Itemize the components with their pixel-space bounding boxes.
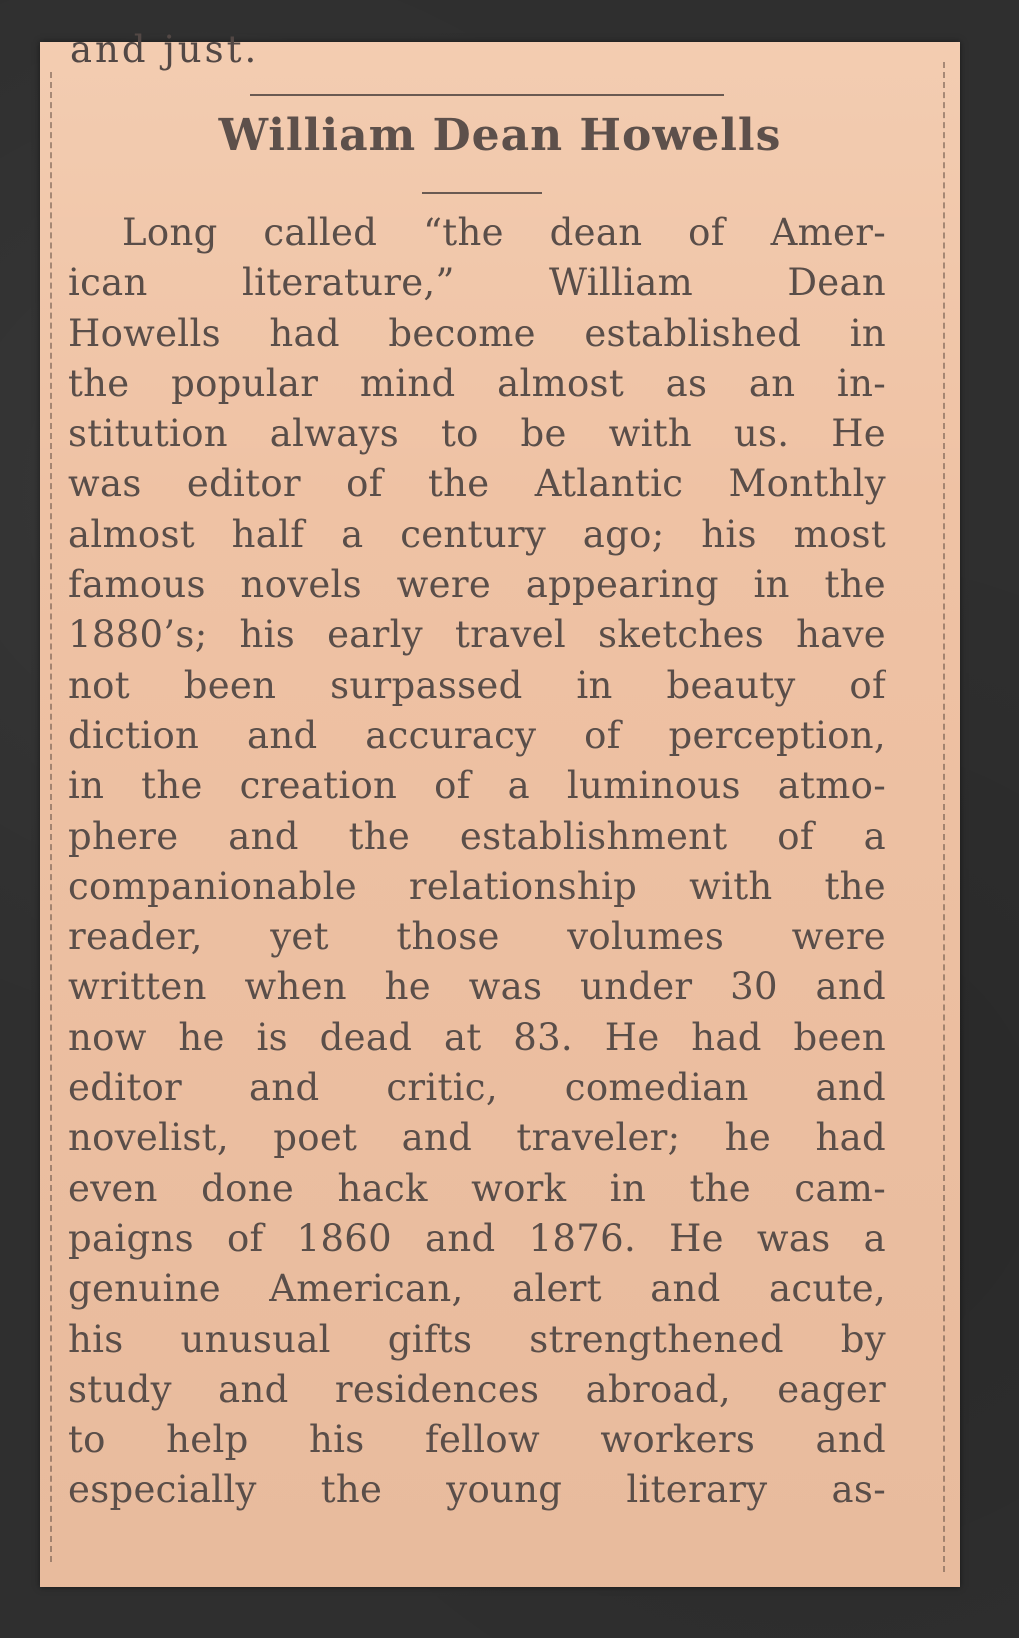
body-line: novelist, poet and traveler; he had xyxy=(68,1116,886,1160)
body-line: was editor of the Atlantic Monthly xyxy=(68,462,886,506)
article-body xyxy=(68,208,886,1516)
body-line: in the creation of a luminous atmo- xyxy=(68,764,886,808)
body-line: study and residences abroad, eager xyxy=(68,1367,886,1411)
separator-rule xyxy=(250,94,724,96)
body-line: reader, yet those volumes were xyxy=(68,915,886,959)
body-line: his unusual gifts strengthened by xyxy=(68,1317,886,1361)
body-line: written when he was under 30 and xyxy=(68,965,886,1009)
body-line: editor and critic, comedian and xyxy=(68,1066,886,1110)
body-line: almost half a century ago; his most xyxy=(68,512,886,556)
body-line: diction and accuracy of perception, xyxy=(68,713,886,757)
body-line: paigns of 1860 and 1876. He was a xyxy=(68,1216,886,1260)
body-line: genuine American, alert and acute, xyxy=(68,1267,886,1311)
body-line: ican literature,” William Dean xyxy=(68,261,886,305)
column-rule-left xyxy=(50,72,54,1562)
headline: William Dean Howells xyxy=(218,110,782,161)
column-rule-right xyxy=(943,62,947,1572)
body-line: Howells had become established in xyxy=(68,311,886,355)
body-line: to help his fellow workers and xyxy=(68,1418,886,1462)
body-line: now he is dead at 83. He had been xyxy=(68,1015,886,1059)
body-line: even done hack work in the cam- xyxy=(68,1166,886,1210)
body-line: not been surpassed in beauty of xyxy=(68,663,886,707)
body-line: the popular mind almost as an in- xyxy=(68,361,886,405)
body-line: stitution always to be with us. He xyxy=(68,412,886,456)
body-line: phere and the establishment of a xyxy=(68,814,886,858)
headline-underline xyxy=(422,192,542,194)
body-line: famous novels were appearing in the xyxy=(68,563,886,607)
newspaper-clipping xyxy=(40,28,960,1587)
body-line: Long called “the dean of Amer- xyxy=(122,211,886,254)
body-line: companionable relationship with the xyxy=(68,864,886,908)
body-line: especially the young literary as- xyxy=(68,1468,886,1512)
body-line: 1880’s; his early travel sketches have xyxy=(68,613,886,657)
previous-article-fragment: and just. xyxy=(70,28,260,71)
